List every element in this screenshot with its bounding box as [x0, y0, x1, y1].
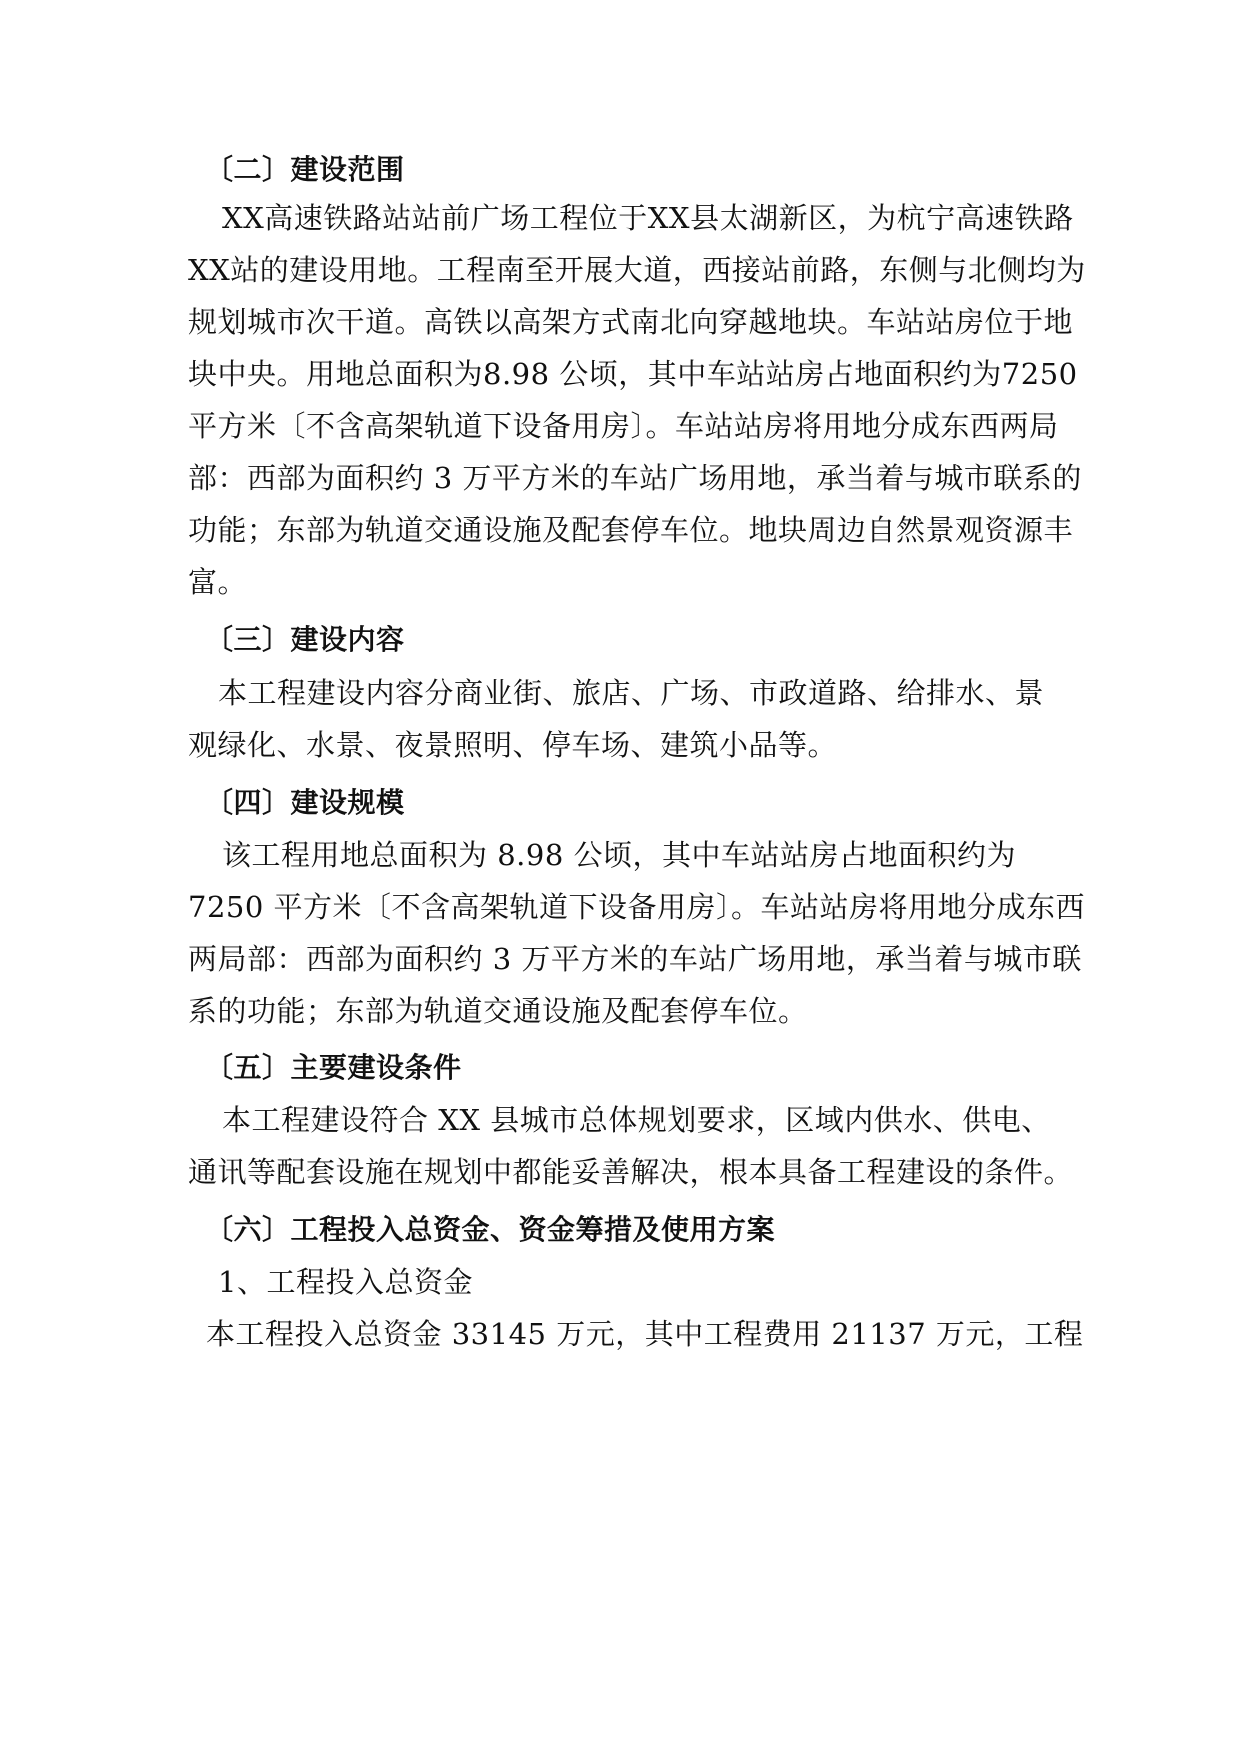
section-heading-investment: 〔六〕工程投入总资金、资金筹措及使用方案: [205, 1213, 776, 1246]
paragraph-line: 本工程建设内容分商业街、旅店、广场、市政道路、给排水、景: [218, 676, 1045, 710]
paragraph-line: 功能；东部为轨道交通设施及配套停车位。地块周边自然景观资源丰: [188, 513, 1074, 547]
paragraph-line: XX站的建设用地。工程南至开展大道，西接站前路，东侧与北侧均为: [188, 253, 1086, 287]
paragraph-line: 富。: [188, 565, 248, 599]
paragraph-line: 块中央。用地总面积为8.98 公顷，其中车站站房占地面积约为7250: [188, 357, 1078, 391]
paragraph-line: 本工程投入总资金 33145 万元，其中工程费用 21137 万元，工程: [206, 1317, 1084, 1351]
paragraph-line: 部：西部为面积约 3 万平方米的车站广场用地，承当着与城市联系的: [188, 461, 1082, 495]
section-heading-scope: 〔二〕建设范围: [205, 153, 405, 186]
paragraph-line: 两局部：西部为面积约 3 万平方米的车站广场用地，承当着与城市联: [188, 942, 1082, 976]
paragraph-line: 1、工程投入总资金: [218, 1265, 473, 1299]
paragraph-line: 系的功能；东部为轨道交通设施及配套停车位。: [188, 994, 808, 1028]
paragraph-line: 观绿化、水景、夜景照明、停车场、建筑小品等。: [188, 728, 838, 762]
section-heading-content: 〔三〕建设内容: [205, 623, 405, 656]
section-heading-conditions: 〔五〕主要建设条件: [205, 1051, 462, 1084]
paragraph-line: 通讯等配套设施在规划中都能妥善解决，根本具备工程建设的条件。: [188, 1155, 1074, 1189]
paragraph-line: 7250 平方米〔不含高架轨道下设备用房〕。车站站房将用地分成东西: [188, 890, 1086, 924]
paragraph-line: 本工程建设符合 XX 县城市总体规划要求，区域内供水、供电、: [222, 1103, 1051, 1137]
paragraph-line: 规划城市次干道。高铁以高架方式南北向穿越地块。车站站房位于地: [188, 305, 1074, 339]
paragraph-line: XX高速铁路站站前广场工程位于XX县太湖新区，为杭宁高速铁路: [222, 201, 1074, 235]
paragraph-line: 该工程用地总面积为 8.98 公顷，其中车站站房占地面积约为: [222, 838, 1017, 872]
section-heading-scale: 〔四〕建设规模: [205, 786, 405, 819]
paragraph-line: 平方米〔不含高架轨道下设备用房〕。车站站房将用地分成东西两局: [188, 409, 1059, 443]
